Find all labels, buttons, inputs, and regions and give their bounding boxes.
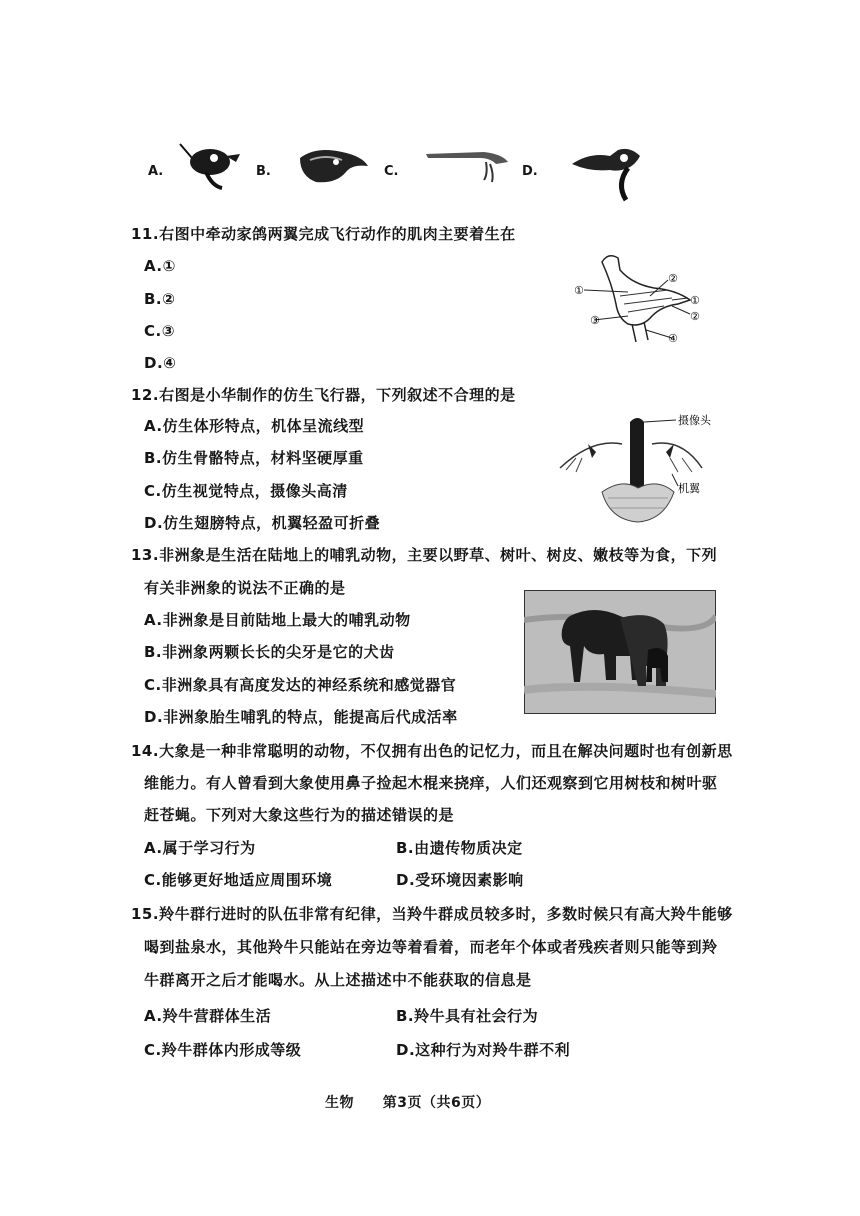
question-15-stem-line-1: 15.羚牛群行进时的队伍非常有纪律，当羚牛群成员较多时，多数时候只有高大羚牛能够 (131, 905, 733, 923)
pigeon-label-1-right: ① (690, 294, 700, 307)
question-14-stem-line-2: 维能力。有人曾看到大象使用鼻子捡起木棍来挠痒，人们还观察到它用树枝和树叶驱 (144, 774, 718, 792)
beak-option-c-label: C. (384, 164, 399, 179)
question-11-option-b[interactable]: B.② (144, 290, 176, 308)
pigeon-skeleton-figure (572, 244, 708, 354)
question-14-option-c[interactable]: C.能够更好地适应周围环境 (144, 871, 333, 889)
question-15-option-b[interactable]: B.羚牛具有社会行为 (396, 1007, 539, 1025)
beak-a-image (178, 142, 244, 192)
footer-page-number: 第3页（共6页） (382, 1095, 491, 1111)
page-footer (325, 1092, 490, 1112)
question-13-option-c[interactable]: C.非洲象具有高度发达的神经系统和感觉器官 (144, 676, 457, 694)
pigeon-label-2-right: ② (690, 310, 700, 323)
question-11-option-c[interactable]: C.③ (144, 322, 175, 340)
aircraft-label-camera: 摄像头 (678, 414, 711, 427)
question-11-stem: 11.右图中牵动家鸽两翼完成飞行动作的肌肉主要着生在 (131, 225, 516, 243)
question-12-option-c[interactable]: C.仿生视觉特点，摄像头高清 (144, 482, 348, 500)
question-14-option-d[interactable]: D.受环境因素影响 (396, 871, 524, 889)
question-14-stem-line-3: 赶苍蝇。下列对大象这些行为的描述错误的是 (144, 806, 455, 824)
question-15-stem-line-2: 喝到盐泉水，其他羚牛只能站在旁边等着看着，而老年个体或者残疾者则只能等到羚 (144, 938, 718, 956)
question-11-option-a[interactable]: A.① (144, 257, 176, 275)
pigeon-label-4: ④ (668, 332, 678, 345)
question-15-option-c[interactable]: C.羚牛群体内形成等级 (144, 1041, 302, 1059)
question-13-stem-line-2: 有关非洲象的说法不正确的是 (144, 579, 346, 597)
beak-d-image (570, 142, 646, 204)
beak-option-a-label: A. (148, 164, 164, 179)
pigeon-label-2-top: ② (668, 272, 678, 285)
pigeon-label-3: ③ (590, 314, 600, 327)
bionic-aircraft-figure (552, 408, 722, 526)
beak-option-b-label: B. (256, 164, 271, 179)
beak-b-image (296, 144, 372, 188)
pigeon-label-1-left: ① (574, 284, 584, 297)
question-13-option-b[interactable]: B.非洲象两颗长长的尖牙是它的犬齿 (144, 643, 395, 661)
question-13-stem-line-1: 13.非洲象是生活在陆地上的哺乳动物，主要以野草、树叶、树皮、嫩枝等为食，下列 (131, 546, 718, 564)
beak-c-image (424, 148, 514, 184)
question-15-option-a[interactable]: A.羚牛营群体生活 (144, 1007, 272, 1025)
footer-subject: 生物 (325, 1095, 354, 1111)
question-15-option-d[interactable]: D.这种行为对羚牛群不利 (396, 1041, 571, 1059)
elephant-photo (524, 590, 716, 714)
aircraft-label-wing: 机翼 (678, 482, 700, 495)
question-14-option-a[interactable]: A.属于学习行为 (144, 839, 256, 857)
question-12-option-a[interactable]: A.仿生体形特点，机体呈流线型 (144, 417, 365, 435)
question-14-option-b[interactable]: B.由遗传物质决定 (396, 839, 523, 857)
question-13-option-a[interactable]: A.非洲象是目前陆地上最大的哺乳动物 (144, 611, 411, 629)
question-12-option-b[interactable]: B.仿生骨骼特点，材料坚硬厚重 (144, 449, 364, 467)
question-12-option-d[interactable]: D.仿生翅膀特点，机翼轻盈可折叠 (144, 514, 381, 532)
question-12-stem: 12.右图是小华制作的仿生飞行器，下列叙述不合理的是 (131, 386, 516, 404)
question-15-stem-line-3: 牛群离开之后才能喝水。从上述描述中不能获取的信息是 (144, 971, 532, 989)
beak-option-d-label: D. (522, 164, 538, 179)
question-14-stem-line-1: 14.大象是一种非常聪明的动物，不仅拥有出色的记忆力，而且在解决问题时也有创新思 (131, 742, 733, 760)
question-11-option-d[interactable]: D.④ (144, 354, 177, 372)
question-13-option-d[interactable]: D.非洲象胎生哺乳的特点，能提高后代成活率 (144, 708, 458, 726)
